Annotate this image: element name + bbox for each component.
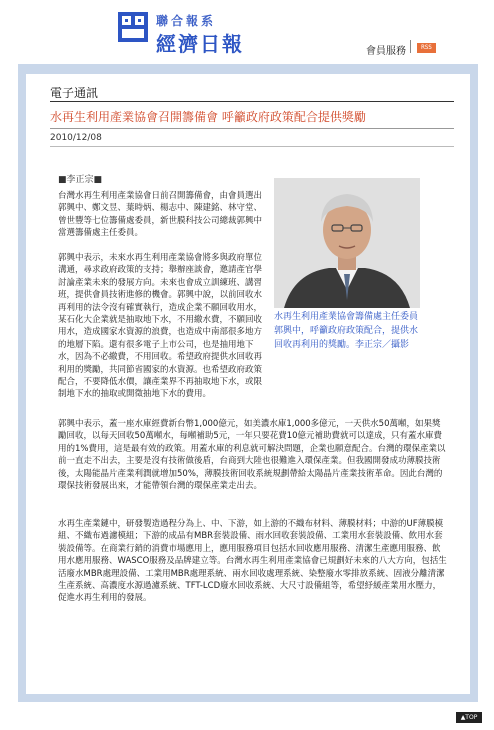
article-frame [18,64,478,702]
article-reporter: ■李正宗■ [58,175,103,185]
article-title: 水再生利用產業協會召開籌備會 呼籲政府政策配合提供獎勵 [50,110,366,124]
brand-group-name: 聯合報系 [156,14,217,28]
back-to-top-button[interactable]: ▲TOP [456,712,482,723]
section-title: 電子通訊 [50,86,99,100]
article-paragraph: 台灣水再生利用產業協會日前召開籌備會，由會員選出郭興中、鄭文昱、葉時炳、楊志中、陳建銘、林守堂、曾世豐等七位籌備處委員，新世膜科技公司總裁郭興中當選籌備處主任委員。 [58,191,263,239]
date-divider [50,146,454,147]
article-panel [26,74,470,694]
header-divider [410,40,411,53]
site-header [0,0,494,64]
portrait-image [274,178,420,308]
rss-icon[interactable]: RSS [417,43,436,53]
article-paragraph: 水再生產業鏈中，研發製造過程分為上、中、下游，如上游的不織布材料、薄膜材料；中游的UF薄膜模組、不織布過濾模組；下游的成品有MBR套裝設備、雨水回收套裝設備、工業用水套裝設備、飲用水套裝設備等。在商業行銷的消費市場應用上，應用服務項目包括水回收應用服務、清潔生產應用服務、飲用水應用服務、WASCO服務及品牌建立等。台灣水再生利用產業協會已規劃好未來的八大方向，包括生活廢水MBR處理設備、工業用MBR處理系統、兩水回收處理系統、染整廢水零排放系統、固液分離清潔生產系統、高濃度水源過濾系統、TFT-LCD廢水回收系統、大尺寸設備組等，希望紓緩產業用水壓力，促進水再生利用的發展。 [58,519,447,604]
article-paragraph: 郭興中表示，未來水再生利用產業協會將多與政府單位溝通，尋求政府政策的支持；舉辦座談會，邀請產官學討論產業未來的發展方向。未來也會成立訓練班、講習班，提供會員技術進修的機會。郭興中說，以前回收水再利用的法令沒有確實執行，造成企業不願回收用水，某石化大企業就是抽取地下水，不用繳水費，不願回收用水，造成國家水資源的浪費，也造成中南部很多地方的地層下陷。還有很多電子上市公司，也是抽用地下水，因為不必繳費，不用回收。希望政府提供水回收再利用的獎勵，共同節省國家的水資源。也希望政府政策配合，不要降低水價，讓產業界不再抽取地下水，或限制地下水的抽取或開徵抽地下水的費用。 [58,253,263,400]
article-date: 2010/12/08 [50,133,102,143]
udn-logo-icon [118,12,148,42]
member-services-link[interactable]: 會員服務 [366,46,406,57]
brand-name[interactable]: 經濟日報 [156,32,244,56]
article-photo [274,178,420,308]
photo-caption: 水再生利用產業協會籌備處主任委員郭興中，呼籲政府政策配合，提供水回收再利用的獎勵。李正宗／攝影 [274,312,419,350]
title-divider [50,128,454,129]
section-divider [50,101,454,102]
article-paragraph: 郭興中表示，蓋一座水庫經費新台幣1,000億元，如美濃水庫1,000多億元，一天供水50萬噸，如果獎勵回收，以每天回收50萬噸水，每噸補助5元，一年只要花費10億元補助費就可以達成，只有蓋水庫費用的1%費用，這是最有效的政策。用蓋水庫的利息就可解決問題，企業也願意配合。台灣的環保產業以前一直走不出去，主要是沒有技術做後盾，台商到大陸也很難進入環保產業。但我國開發成功薄膜技術後，太陽能晶片產業利潤就增加50%，薄膜技術回收系統規劃帶給太陽晶片產業技術革命。因此台灣的環保技術發展出來，才能帶領台灣的環保產業走出去。 [58,419,446,492]
